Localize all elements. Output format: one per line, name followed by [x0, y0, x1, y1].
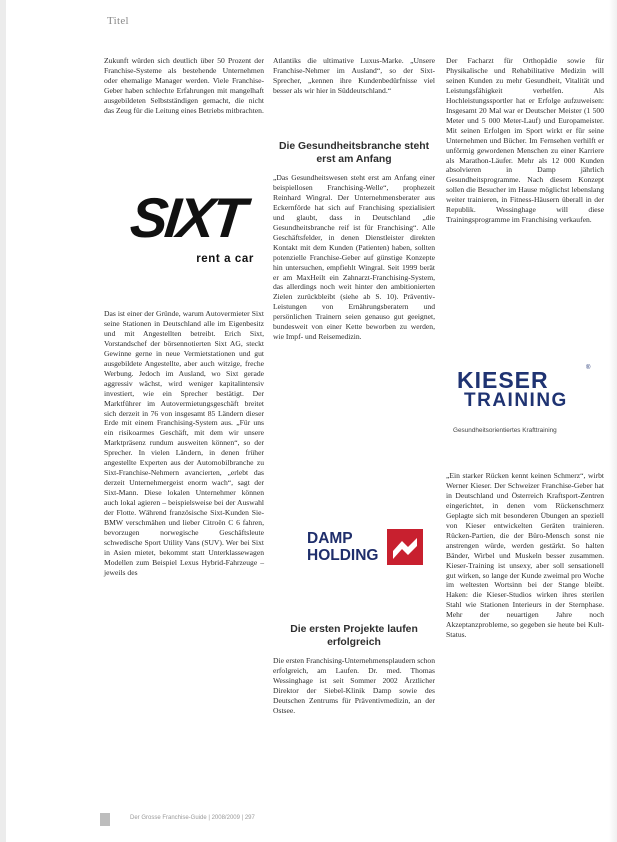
- paragraph: „Ein starker Rücken kennt keinen Schmerz“, wirbt Werner Kieser. Der Schweizer Franchise-Geber hat in Deutschland und Österreich Kraftsport-Zentren eingerichtet, in denen vom Rückenschmerz Geplagte sich mit besonderen Übungen an speziell von Kieser entwickelten Geräten trainieren. Rücken-Partien, die der Büro-Mensch sonst nie anstrengen würde, werden gestärkt. So halten Bänder, Wirbel und Muskeln besser zusammen. Kieser-Training ist unsexy, aber soll sensationell gut wirken, so lange der Kunde zweimal pro Woche im weltesten Wortsinn bei der Stange bleibt. Haken: die Kieser-Studios wirken ihres sterilen Stahl wie Stationen Interieurs in der Sternphase. Mehr der neuartigen Jahre noch Akzeptanzprobleme, so gegeben sie heute bei Kult-Status.: [446, 471, 604, 640]
- paragraph: „Das Gesundheitswesen steht erst am Anfang einer beispiellosen Franchising-Welle“, prophezeit Reinhard Wingral. Der Unternehmensberater aus Eckernförde hat sich auf Franchising spezialisiert und glaubt, dass in Deutschland „die Gesundheitsbranche reif ist für Franchising“. Alle Geschäftsfelder, in denen Dienstleister direkten Kontakt mit dem Kunden (Patienten) haben, sollten potenzielle Franchise-Geber auf günstige Konzepte hin untersuchen, empfiehlt Wingral. Seit 1999 berät er am MaxHeilt ein Zahnarzt-Franchising-System, das allerdings noch weit hinter den ambitionierten Zielen zurückbleibt (siehe ab S. 10). Präventiv-Leistungen von Ernährungsberatern und persönlichen Trainern seien genauso gut geeignet, bundesweit von einer Kette beworben zu werden, wie Impf- und Reisemedizin.: [273, 173, 435, 342]
- running-head: Titel: [107, 15, 129, 27]
- sixt-tagline: rent a car: [196, 253, 254, 265]
- sixt-logo: [112, 186, 262, 282]
- kieser-training-logo: [447, 365, 597, 418]
- kieser-subline: TRAINING: [464, 390, 568, 411]
- column-b-closing: [273, 656, 435, 716]
- column-b-body: [273, 173, 435, 342]
- kieser-caption: Gesundheitsorientiertes Krafttraining: [453, 427, 557, 434]
- page-binding-edge: [0, 0, 6, 842]
- column-b-intro: [273, 56, 435, 96]
- damp-line-2: HOLDING: [307, 547, 379, 564]
- paragraph: Der Facharzt für Orthopädie sowie für Physikalische und Rehabilitative Medizin will seinen Kunden zu mehr Gesundheit, Vitalität und Leistungsfähigkeit verhelfen. Als Hochleistungssportler hat er Erfolge aufzuweisen: Insgesamt 20 Mal war er Deutscher Meister (1 500 Meter und 5 000 Meter-Lauf) und Europameister. Mit seinen Erfolgen im Sport wirkt er für seine Unternehmen und Bücher. Im Fernsehen verhilft er unförmig gewordenen Menschen zu einer Karriere als Marathon-Läufer. Mehr als 12 000 Kunden absolvieren in Damp jährlich Gesundheitsprogramme. Nach diesem Konzept sollen die Besucher im Hause möglichst lebenslang weiter trainieren, in Fitness-Häusern überall in der Republik. Wessinghage will diese Trainingsprogramme im Franchising verkaufen.: [446, 56, 604, 225]
- paragraph: Atlantiks die ultimative Luxus-Marke. „Unsere Franchise-Nehmer im Ausland“, so der Sixt-Sprecher, „kennen ihre Kundenbedürfnisse viel besser als wir hier in Süddeutschland.“: [273, 56, 435, 95]
- damp-emblem-icon: [387, 529, 423, 565]
- damp-holding-logo: [307, 528, 425, 568]
- section-heading-erste-projekte: Die ersten Projekte laufen erfolgreich: [290, 624, 418, 648]
- sixt-wordmark: SIXT: [127, 186, 247, 249]
- column-c-body: [446, 471, 604, 640]
- column-c-intro: [446, 56, 604, 225]
- paragraph: Die ersten Franchising-Unternehmensplaudern schon erfolgreich, am Laufen. Dr. med. Thomas Wessinghage ist seit Sommer 2002 Ärztlicher Direktor der Siebel-Klinik Damp sowie des Deutschen Zentrums für Präventivmedizin, an der Ostsee.: [273, 656, 435, 715]
- damp-line-1: DAMP: [307, 530, 353, 547]
- damp-wordmark: [307, 530, 378, 564]
- section-heading-gesundheitsbranche: Die Gesundheitsbranche steht erst am Anfang: [278, 141, 430, 165]
- column-a-intro: [104, 56, 264, 116]
- registered-mark: ®: [586, 365, 591, 371]
- kieser-wordmark: KIESER: [457, 367, 549, 393]
- paragraph: Zukunft würden sich deutlich über 50 Prozent der Franchise-Systeme als bestehende Unternehmen oder ehemalige Manager werden. Viele Franchise-Geber haben schlechte Erfahrungen mit mangelhaft ausgebildeten Selbstständigen gemacht, die nicht das Zeug für die Leitung eines Betriebs mitbrachten.: [104, 56, 264, 115]
- footer-text: Der Grosse Franchise-Guide | 2008/2009 | 297: [130, 815, 255, 821]
- column-a-body: [104, 309, 264, 578]
- page-shadow: [609, 0, 617, 842]
- paragraph: Das ist einer der Gründe, warum Autovermieter Sixt seine Stationen in Deutschland alle im Eigenbesitz und mit Angestellten betreibt. Erich Sixt, Vorstandschef der börsennotierten Sixt AG, steckt Gewinne gerne in neue Vermietstationen und gut ausgebildete Angestellte, aber auch witzige, freche Werbung. Jedoch im Ausland, wo Sixt gerade aggressiv wächst, wird weniger kapitalintensiv investiert, wie ein Sprecher bestätigt. Der Marktführer im Autovermietungsgeschäft breitet sich derzeit in 76 von insgesamt 85 Ländern dieser Erde mit einem Franchising-System aus. „Für uns ein risikoarmes Geschäft, mit dem wir unsere Marktpräsenz rundum ausweiten können“, so der Sprecher. In vielen Ländern, in denen früher angestellte Experten aus der Automobilbranche zu Sixt-Franchise-Nehmern avancierten, „erlebt das derzeit Unternehmergeist enorm wach“, sagt der Sixt-Mann. Diese lokalen Unternehmer können auch lokal agieren – beispielsweise bei der Auswahl der Flotte. Während französische Sixt-Kunden Sie-BMW verschmähen und lieber Citroën C 6 fahren, bevorzugen norwegische Geschäftsleute schwedische Sport Utility Vans (SUV). Wer bei Sixt in Asien mietet, bekommt statt Unterklassewagen Modellen zum Beispiel Lexus Hybrid-Fahrzeuge – jeweils des: [104, 309, 264, 577]
- footer-page-marker: [100, 813, 110, 826]
